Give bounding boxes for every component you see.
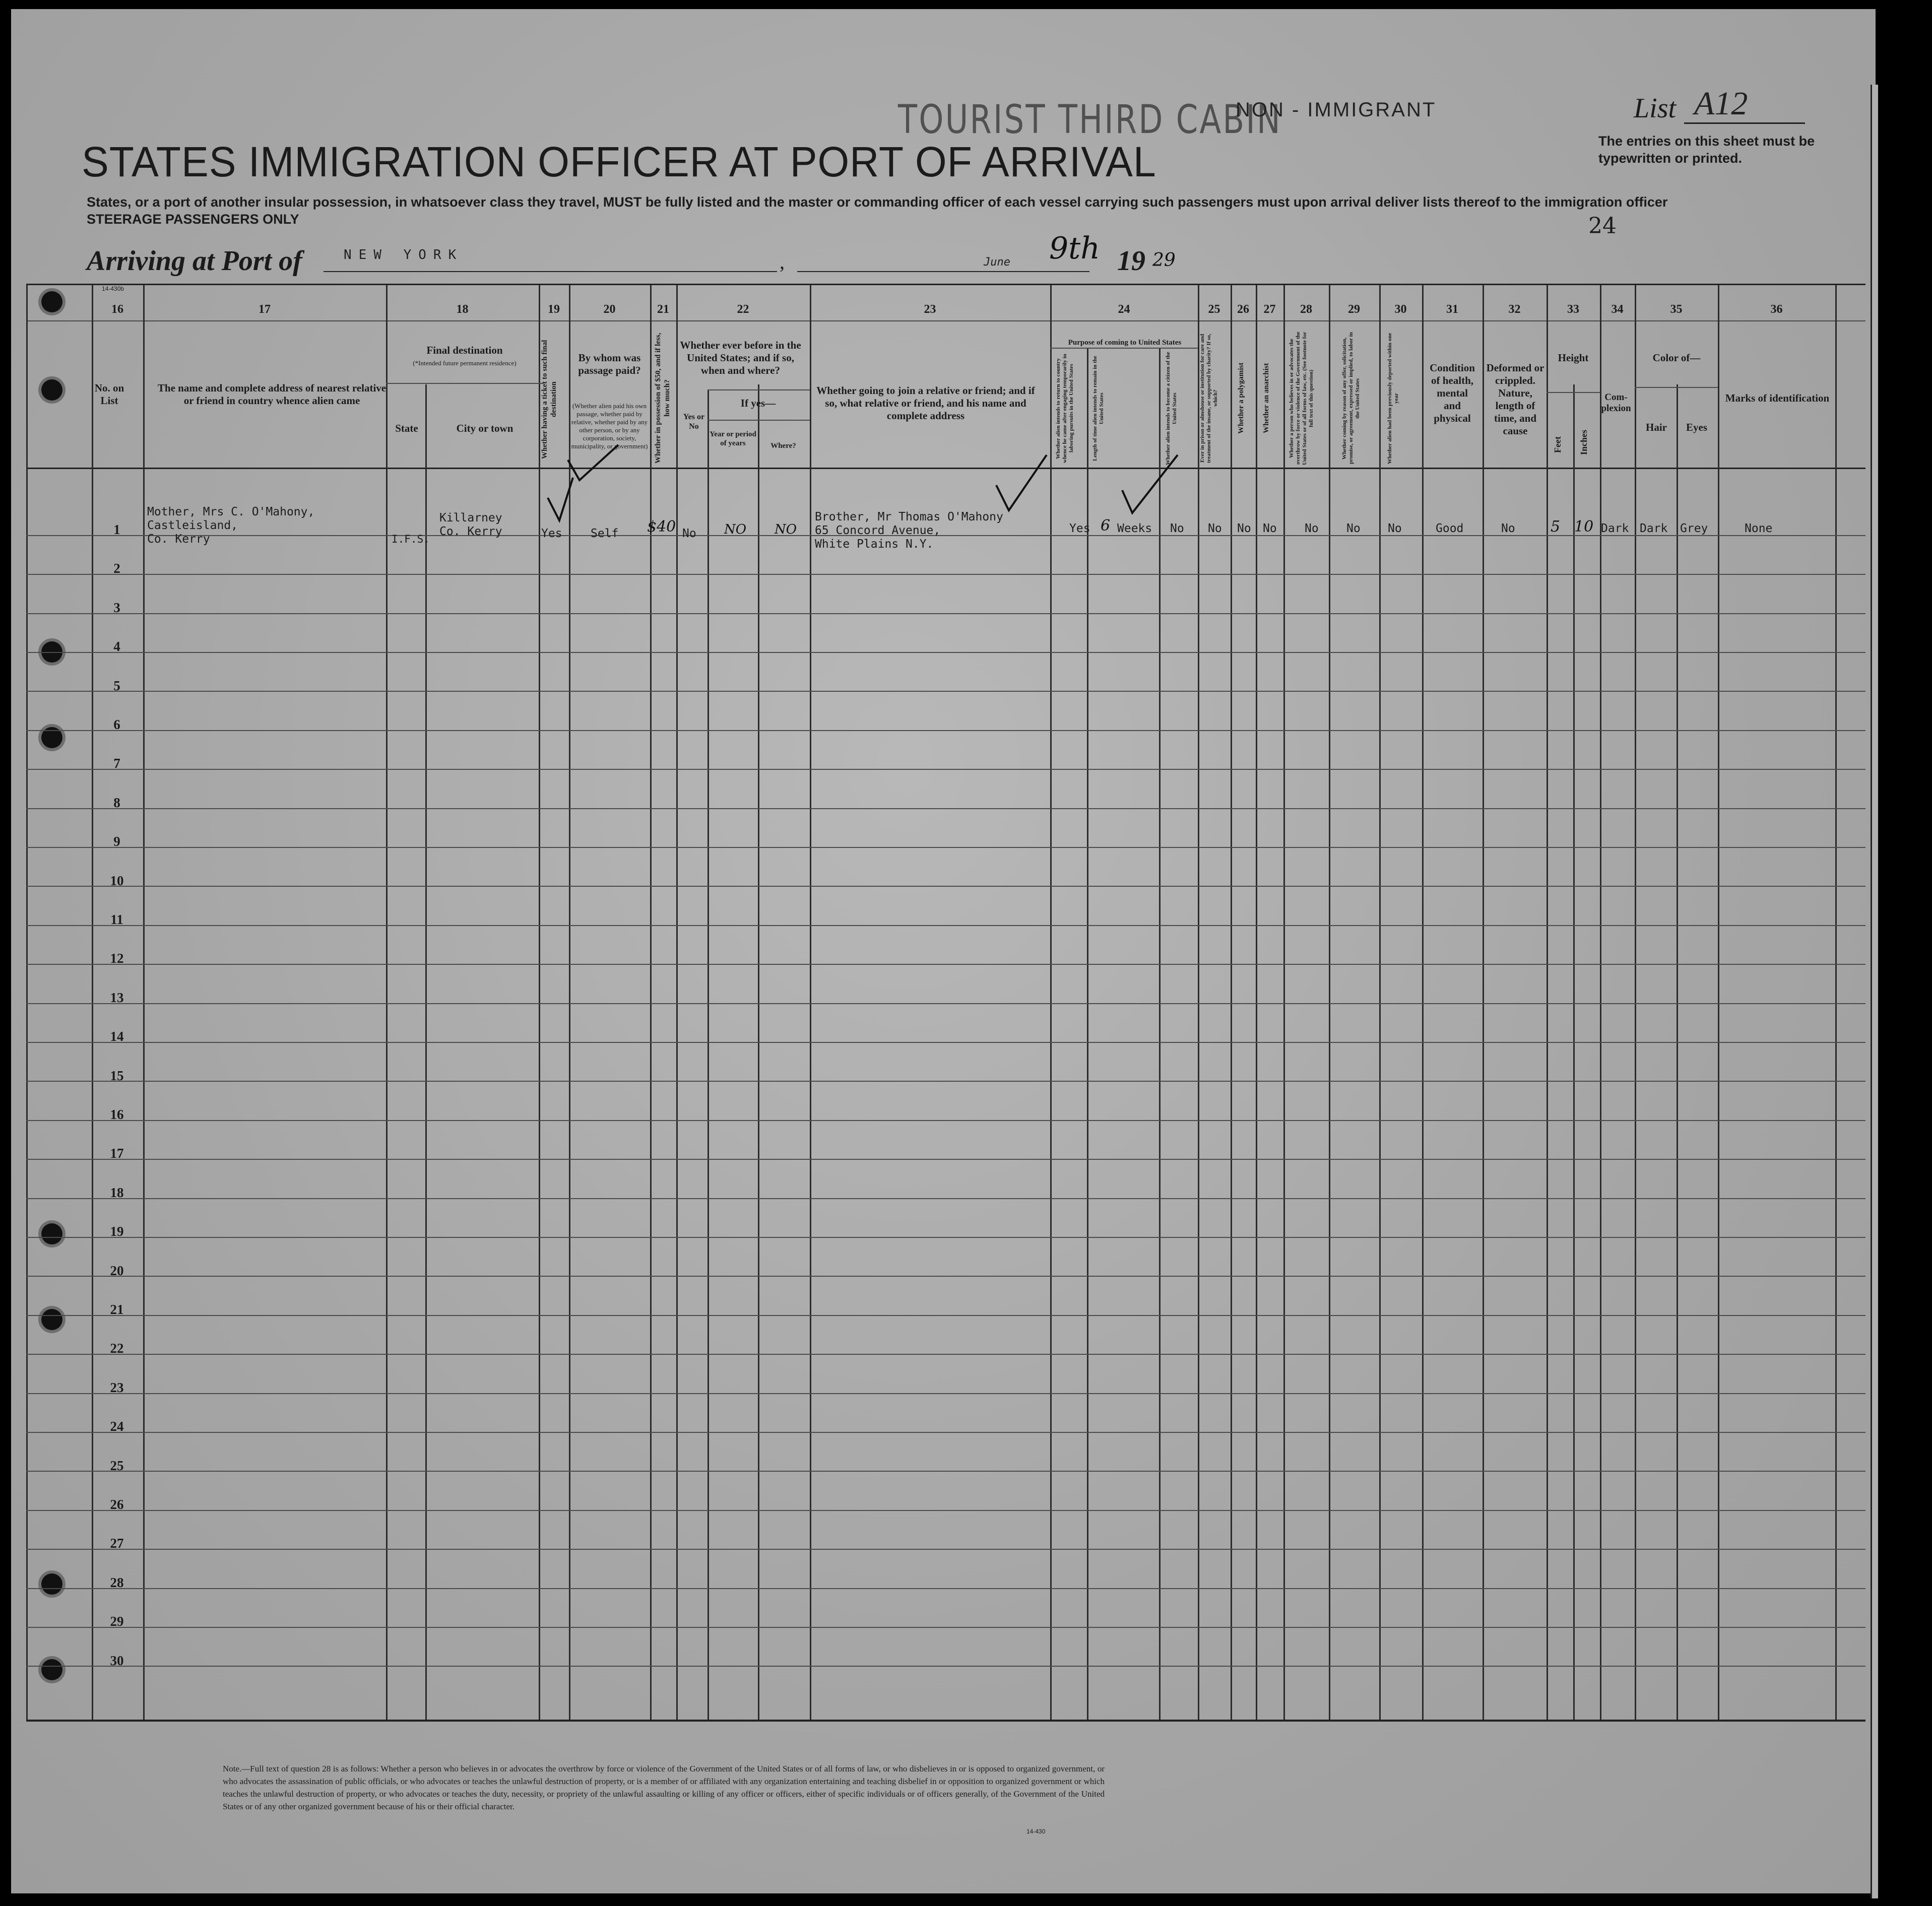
header-prison: Ever in prison or almshouse or institution for care and treatment of the insane, or supported by charity? If so, which? <box>1199 334 1218 463</box>
year-prefix: 19 <box>1117 245 1145 277</box>
header-hair: Hair <box>1646 421 1667 433</box>
column-rule <box>1635 285 1636 1720</box>
row-rule <box>26 1159 1865 1160</box>
page-edge <box>1871 85 1878 1898</box>
column-number: 30 <box>1394 303 1407 316</box>
header-intends-citizen: Whether alien intends to become a citizen of the United States <box>1165 352 1178 465</box>
manifest-sheet <box>11 9 1876 1893</box>
column-rule <box>1050 285 1052 1720</box>
state-value: I.F.S. <box>392 533 430 545</box>
comma: , <box>780 250 785 273</box>
year-suffix: 29 <box>1152 250 1176 271</box>
column-number: 28 <box>1300 303 1312 316</box>
citizen-value: No <box>1170 522 1184 535</box>
column-number: 19 <box>548 303 560 316</box>
row-rule <box>26 691 1865 692</box>
overthrow-value: No <box>1305 522 1319 535</box>
length-unit: Weeks <box>1117 522 1152 535</box>
row-rule <box>26 1276 1865 1277</box>
list-underline <box>1684 122 1805 124</box>
column-rule <box>1256 285 1257 1720</box>
sheet-number: 24 <box>1588 213 1617 239</box>
list-label: List <box>1634 93 1677 124</box>
column-number: 32 <box>1508 303 1521 316</box>
row-rule <box>26 1393 1865 1394</box>
row-number: 21 <box>110 1302 124 1317</box>
column-number: 34 <box>1611 303 1624 316</box>
row-number: 27 <box>110 1536 124 1551</box>
binder-hole <box>41 1573 62 1595</box>
column-number: 21 <box>657 303 669 316</box>
header-join-relative: Whether going to join a relative or friend; and if so, what relative or friend, and his name and complete address <box>816 384 1035 422</box>
money-value: $40 <box>647 518 676 536</box>
row-rule <box>26 1315 1865 1316</box>
row-number: 1 <box>113 522 120 537</box>
header-yes-no: Yes or No <box>683 413 705 431</box>
join-relative-value: Brother, Mr Thomas O'Mahony 65 Concord Avenue, White Plains N.Y. <box>815 510 1003 551</box>
column-rule <box>1547 285 1548 1720</box>
header-anarchist: Whether an anarchist <box>1262 363 1270 434</box>
row-rule <box>26 1627 1865 1628</box>
row-number: 19 <box>110 1224 124 1239</box>
row-rule <box>26 886 1865 887</box>
before-us-value: No <box>682 527 696 540</box>
column-rule <box>92 285 93 1720</box>
column-number: 17 <box>259 303 271 316</box>
row-rule <box>26 1042 1865 1043</box>
column-rule <box>707 389 709 1720</box>
column-number: 23 <box>924 303 936 316</box>
row-number: 13 <box>110 990 124 1005</box>
column-number: 26 <box>1237 303 1249 316</box>
column-rule <box>1159 348 1161 1720</box>
row-rule <box>26 847 1865 848</box>
header-before-us: Whether ever before in the United States; and if so, when and where? <box>680 339 801 376</box>
column-rule <box>758 384 759 1720</box>
header-marks: Marks of identification <box>1725 392 1830 404</box>
steerage-label: STEERAGE PASSENGERS ONLY <box>87 212 299 227</box>
binder-hole <box>41 291 62 312</box>
row-rule <box>26 1510 1865 1511</box>
row-number: 14 <box>110 1029 124 1044</box>
header-intends-return: Whether alien intends to return to country whence he came after engaging temporarily in laboring pursuits in the United States <box>1055 354 1074 463</box>
column-rule <box>676 285 678 1720</box>
column-number: 36 <box>1770 303 1783 316</box>
check-mark-icon <box>1120 455 1180 515</box>
paid-by-value: Self <box>591 527 619 540</box>
row-number: 23 <box>110 1379 124 1395</box>
header-nearest-relative: The name and complete address of nearest relative or friend in country whence alien came <box>157 382 387 407</box>
relative-address: Mother, Mrs C. O'Mahony, Castleisland, Co. Kerry <box>147 505 315 546</box>
row-number: 16 <box>110 1107 124 1122</box>
column-rule <box>1231 285 1232 1720</box>
row-number: 6 <box>113 717 120 732</box>
day-value: 9th <box>1049 231 1100 266</box>
row-rule <box>26 1120 1865 1121</box>
column-rule <box>1835 285 1837 1720</box>
row-rule <box>26 1549 1865 1550</box>
column-rule <box>1087 348 1088 1720</box>
row-number: 11 <box>110 912 123 927</box>
column-number: 20 <box>603 303 616 316</box>
header-deformed: Deformed or crippled. Nature, length of time, and cause <box>1486 362 1544 437</box>
row-rule <box>26 964 1865 965</box>
binder-hole <box>41 1309 62 1330</box>
health-value: Good <box>1436 522 1464 535</box>
header-complexion: Com-plexion <box>1601 392 1631 414</box>
length-number: 6 <box>1101 517 1111 535</box>
years-value: NO <box>724 522 747 537</box>
header-final-destination: Final destination <box>426 344 503 356</box>
header-final-destination-note: (*Intended future permanent residence) <box>413 359 517 367</box>
row-number: 8 <box>113 795 120 810</box>
table-bottom-rule <box>26 1720 1865 1722</box>
row-number: 29 <box>110 1614 124 1629</box>
header-inches: Inches <box>1579 430 1589 455</box>
feet-value: 5 <box>1551 518 1561 536</box>
column-rule <box>1283 285 1285 1720</box>
row-rule <box>26 652 1865 653</box>
column-rule <box>539 285 540 1720</box>
page-title: STATES IMMIGRATION OFFICER AT PORT OF ARRIVAL <box>82 138 1156 185</box>
header-if-yes: If yes— <box>740 397 776 409</box>
header-feet: Feet <box>1553 436 1563 453</box>
row-number: 18 <box>110 1185 124 1200</box>
header-bottom-rule <box>26 468 1865 469</box>
port-value: NEW YORK <box>344 247 464 262</box>
table-top-rule <box>26 284 1865 285</box>
prison-value: No <box>1208 522 1222 535</box>
row-number: 7 <box>113 756 120 771</box>
date-underline <box>797 271 1089 272</box>
check-mark-icon <box>994 455 1049 513</box>
column-number: 24 <box>1118 303 1130 316</box>
row-rule <box>26 925 1865 926</box>
header-eyes: Eyes <box>1686 421 1707 433</box>
list-number: A12 <box>1694 85 1748 122</box>
subtitle: States, or a port of another insular possession, in whatsoever class they travel, MUST be fully listed and the master or commanding officer of each vessel carrying such passengers must upon arrival deliver lists thereof to the immigration officer <box>87 194 1668 210</box>
row-number: 24 <box>110 1419 124 1434</box>
port-underline <box>324 271 777 272</box>
row-rule <box>26 1081 1865 1082</box>
header-health: Condition of health, mental and physical <box>1430 362 1475 424</box>
row-number: 20 <box>110 1263 124 1278</box>
complexion-value: Dark <box>1601 522 1629 535</box>
column-number: 31 <box>1446 303 1458 316</box>
hair-value: Dark <box>1640 522 1668 535</box>
city-value: Killarney Co. Kerry <box>439 511 502 538</box>
header-passage-paid-note: (Whether alien paid his own passage, whether paid by relative, whether paid by any other person, or by any corporation, society, municipality, or government) <box>571 402 648 450</box>
column-rule <box>1677 384 1678 1720</box>
column-number: 16 <box>111 303 123 316</box>
eyes-value: Grey <box>1680 522 1708 535</box>
column-number: 18 <box>456 303 469 316</box>
column-rule <box>1573 384 1575 1720</box>
header-height: Height <box>1558 352 1589 364</box>
binder-hole <box>41 1659 62 1680</box>
header-overthrow: Whether a person who believes in or advocates the overthrow by force or violence of the Government of the United States or of all forms of law, etc. (See footnote for full text of this question) <box>1289 332 1314 465</box>
row-number: 15 <box>110 1068 124 1083</box>
form-mark: 14-430b <box>102 285 124 292</box>
column-rule <box>425 384 427 1720</box>
footer-form-number: 14-430 <box>1026 1828 1046 1835</box>
row-number: 17 <box>110 1146 124 1161</box>
footnote: Note.—Full text of question 28 is as follows: Whether a person who believes in or advocates the overthrow by force or violence of the Government of the United States or of all forms of law, or who disbelieves in or is opposed to organized government, or who advocates the assassination of public officials, or who advocates or teaches the unlawful destruction of property, or is a member of or affiliated with any organization entertaining and teaching disbelief in or opposition to organized government or which teaches the unlawful destruction of property, or who advocates or teaches the duty, necessity, or propriety of the unlawful assaulting or killing of any officer or officers, either of specific individuals or of officers generally, of the Government of the United States or of any other organized government because of his or their official character. <box>223 1764 1105 1811</box>
column-rule <box>1422 285 1424 1720</box>
column-rule <box>1198 285 1199 1720</box>
row-number: 10 <box>110 873 124 888</box>
row-number: 22 <box>110 1341 124 1356</box>
row-number: 2 <box>113 561 120 576</box>
polygamist-value: No <box>1237 522 1251 535</box>
row-number: 30 <box>110 1653 124 1668</box>
row-rule <box>26 1471 1865 1472</box>
binder-hole <box>41 379 62 401</box>
row-rule <box>26 1354 1865 1355</box>
row-number: 4 <box>113 639 120 654</box>
header-polygamist: Whether a polygamist <box>1237 362 1245 434</box>
row-number: 3 <box>113 600 120 615</box>
column-rule <box>1600 285 1601 1720</box>
where-value: NO <box>775 522 797 537</box>
column-number-rule <box>26 320 1865 321</box>
ticket-value: Yes <box>541 527 562 540</box>
class-stamp: TOURIST THIRD CABIN <box>898 97 1282 143</box>
column-number: 25 <box>1208 303 1220 316</box>
column-rule <box>1718 285 1719 1720</box>
column-rule <box>1379 285 1381 1720</box>
row-rule <box>26 1237 1865 1238</box>
inches-value: 10 <box>1574 518 1594 536</box>
deported-value: No <box>1388 522 1402 535</box>
column-rule <box>810 285 811 1720</box>
row-rule <box>26 808 1865 809</box>
row-number: 9 <box>113 834 120 849</box>
header-passage-paid: By whom was passage paid? <box>578 352 641 376</box>
row-number: 26 <box>110 1497 124 1512</box>
header-offer: Whether coming by reason of any offer, solicitation, promise, or agreement, expressed or implied, to labor in the United States <box>1341 332 1361 465</box>
header-color-of: Color of— <box>1652 352 1701 364</box>
column-rule <box>386 285 388 1720</box>
binder-hole <box>41 1223 62 1244</box>
column-rule <box>1329 285 1330 1720</box>
header-money: Whether in possession of $50, and if less, how much? <box>654 333 671 464</box>
return-value: Yes <box>1069 522 1090 535</box>
row-rule <box>26 1198 1865 1199</box>
row-rule <box>26 769 1865 770</box>
row-rule <box>26 730 1865 731</box>
header-state: State <box>395 422 418 434</box>
header-no-on-list: No. on List <box>94 382 124 407</box>
deformed-value: No <box>1501 522 1515 535</box>
header-deported: Whether alien had been previously deported within one year <box>1387 333 1399 464</box>
row-rule <box>26 613 1865 614</box>
header-city: City or town <box>456 422 513 434</box>
offer-value: No <box>1346 522 1361 535</box>
arriving-label: Arriving at Port of <box>87 245 302 277</box>
check-mark-icon <box>565 445 621 485</box>
month-value: June <box>984 256 1010 269</box>
column-number: 29 <box>1348 303 1360 316</box>
anarchist-value: No <box>1263 522 1277 535</box>
header-purpose: Purpose of coming to United States <box>1068 339 1182 347</box>
header-ticket: Whether having a ticket to such final destination <box>541 340 558 459</box>
header-where: Where? <box>770 442 796 450</box>
column-rule <box>143 285 145 1720</box>
row-rule <box>26 1666 1865 1667</box>
column-number: 33 <box>1567 303 1579 316</box>
row-number: 12 <box>110 951 124 966</box>
row-rule <box>26 1588 1865 1589</box>
column-rule <box>650 285 652 1720</box>
header-length-of-time: Length of time alien intends to remain in the United States <box>1092 356 1105 461</box>
column-number: 27 <box>1263 303 1276 316</box>
column-number: 22 <box>737 303 749 316</box>
row-number: 5 <box>113 678 120 693</box>
non-immigrant-stamp: NON - IMMIGRANT <box>1236 99 1437 121</box>
table-left-rule <box>26 285 28 1720</box>
row-rule <box>26 574 1865 575</box>
column-rule <box>1483 285 1484 1720</box>
row-number: 25 <box>110 1458 124 1473</box>
row-rule <box>26 1003 1865 1004</box>
entries-note: The entries on this sheet must be typewritten or printed. <box>1598 134 1815 166</box>
column-number: 35 <box>1670 303 1683 316</box>
header-years: Year or period of years <box>710 430 756 447</box>
row-rule <box>26 1432 1865 1433</box>
marks-value: None <box>1745 522 1773 535</box>
row-number: 28 <box>110 1574 124 1590</box>
